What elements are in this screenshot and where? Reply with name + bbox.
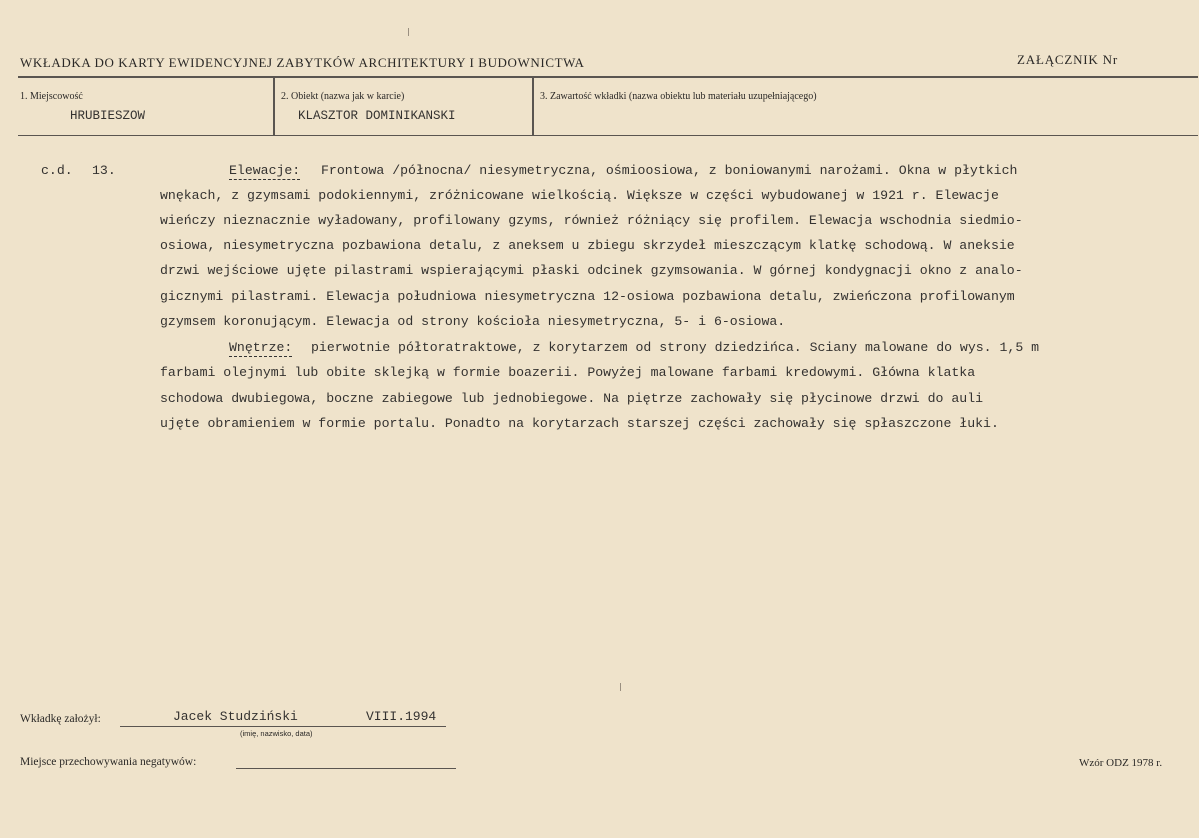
body-line: osiowa, niesymetryczna pozbawiona detalu, z aneksem u zbiegu skrzydeł mieszczącym klatkę schodową. W aneksie	[160, 238, 1015, 253]
continuation-label: c.d.	[41, 163, 73, 178]
founded-date: VIII.1994	[366, 709, 437, 724]
interior-heading	[229, 340, 292, 355]
content-label: 3. Zawartość wkładki (nazwa obiektu lub materiału uzupełniającego)	[540, 91, 817, 102]
body-line: gicznymi pilastrami. Elewacja południowa niesymetryczna 12-osiowa pozbawiona detalu, zwieńczona profilowanym	[160, 289, 1015, 304]
founded-label: Wkładkę założył:	[20, 713, 101, 725]
body-line: gzymsem koronującym. Elewacja od strony kościoła niesymetryczna, 5- i 6-osiowa.	[160, 314, 786, 329]
body-line: drzwi wejściowe ujęte pilastrami wspierającymi płaski odcinek gzymsowania. W górnej kondygnacji okno z analo-	[160, 263, 1023, 278]
field-divider-1	[273, 78, 275, 135]
locality-value: HRUBIESZOW	[70, 109, 146, 123]
header-top-rule	[18, 76, 1198, 78]
body-line: ujęte obramieniem w formie portalu. Ponadto na korytarzach starszej części zachowały się spłaszczone łuki.	[160, 416, 999, 431]
body-line: pierwotnie półtoratraktowe, z korytarzem od strony dziedzińca. Sciany malowane do wys. 1,5 m	[311, 340, 1040, 355]
founded-line	[120, 726, 446, 727]
object-label: 2. Obiekt (nazwa jak w karcie)	[281, 91, 405, 102]
body-line: wnękach, z gzymsami podokiennymi, zróżnicowane wielkością. Większe w części wybudowanej w 1921 r. Elewacje	[160, 188, 999, 203]
body-line: farbami olejnymi lub obite sklejką w formie boazerii. Powyżej malowane farbami kredowymi. Główna klatka	[160, 365, 976, 380]
field-divider-2	[532, 78, 534, 135]
storage-label: Miejsce przechowywania negatywów:	[20, 756, 197, 768]
header-bottom-rule	[18, 135, 1198, 136]
locality-label: 1. Miejscowość	[20, 91, 83, 102]
founded-sublabel: (imię, nazwisko, data)	[240, 729, 313, 738]
elevations-heading-text: Elewacje:	[229, 163, 301, 178]
storage-line	[236, 768, 456, 769]
body-line: wieńczy nieznacznie wyładowany, profilowany gzyms, również różniący się profilem. Elewacja wschodnia siedmio-	[160, 213, 1023, 228]
page-number: 13.	[92, 163, 116, 178]
founded-name: Jacek Studziński	[173, 709, 298, 724]
object-value: KLASZTOR DOMINIKANSKI	[298, 109, 456, 123]
annex-label: ZAŁĄCZNIK Nr	[1017, 52, 1118, 67]
form-id: Wzór ODZ 1978 r.	[1079, 757, 1163, 769]
paper-mark	[620, 683, 621, 691]
document-title: WKŁADKA DO KARTY EWIDENCYJNEJ ZABYTKÓW ARCHITEKTURY I BUDOWNICTWA	[20, 55, 585, 70]
paper-mark	[408, 28, 409, 36]
body-line: schodowa dwubiegowa, boczne zabiegowe lub jednobiegowe. Na piętrze zachowały się płycinowe drzwi do auli	[160, 391, 984, 406]
body-line: Frontowa /północna/ niesymetryczna, ośmioosiowa, z boniowanymi narożami. Okna w płytkich	[321, 163, 1018, 178]
elevations-heading	[229, 163, 300, 178]
interior-heading-text: Wnętrze:	[229, 340, 293, 355]
